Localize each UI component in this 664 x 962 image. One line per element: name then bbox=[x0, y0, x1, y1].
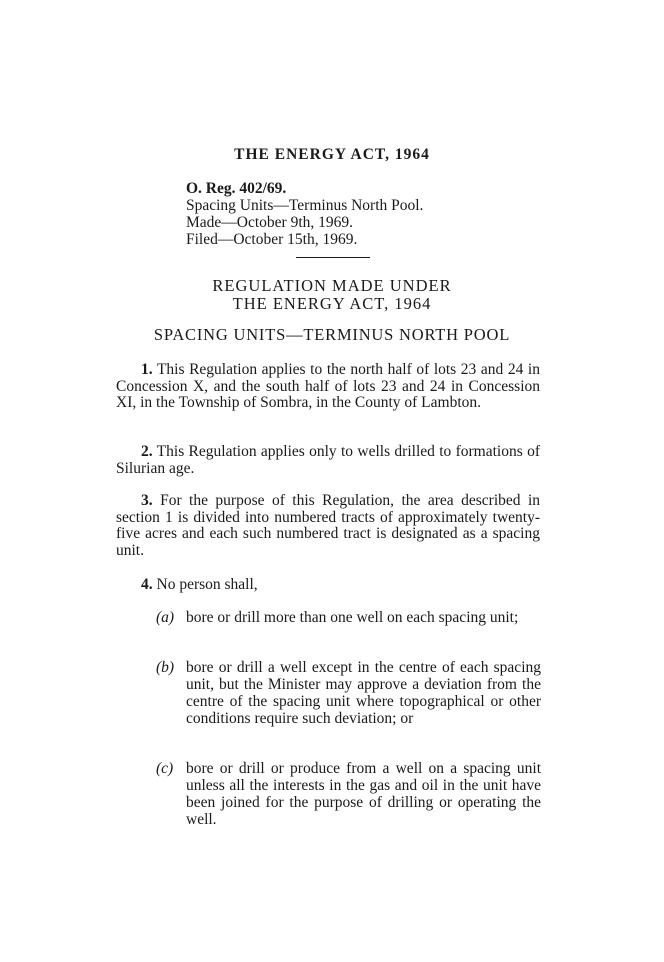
clause-text: bore or drill a well except in the centre of each spacing unit, but the Minister may approve a deviation from the centre of the spacing unit where topographical or other conditions require such deviation; or bbox=[186, 659, 541, 727]
section-1 bbox=[116, 362, 540, 412]
clause-text: bore or drill or produce from a well on a spacing unit unless all the interests in the gas and oil in the unit have been joined for the purpose of drilling or operating the well. bbox=[186, 760, 541, 828]
section-4 bbox=[141, 577, 541, 594]
clause-label: (c) bbox=[156, 760, 174, 777]
act-title: THE ENERGY ACT, 1964 bbox=[234, 146, 430, 163]
section-number: 3. bbox=[141, 492, 153, 509]
section-text: This Regulation applies to the north half of lots 23 and 24 in Concession X, and the south half of lots 23 and 24 in Concession XI, in the Township of Sombra, in the County of Lambton. bbox=[116, 361, 540, 411]
regulation-subtitle: SPACING UNITS—TERMINUS NORTH POOL bbox=[153, 325, 511, 344]
section-text: No person shall, bbox=[156, 576, 258, 593]
clause-label: (b) bbox=[156, 659, 175, 676]
regulation-number: O. Reg. 402/69. bbox=[186, 180, 287, 197]
section-text: For the purpose of this Regulation, the area described in section 1 is divided into numbered tracts of approximately twenty-five acres and each such numbered tract is designated as a spacing unit. bbox=[116, 492, 541, 559]
section-2 bbox=[116, 444, 540, 477]
clause-a bbox=[156, 609, 541, 626]
regulation-made-date: Made—October 9th, 1969. bbox=[186, 214, 354, 231]
clause-text: bore or drill more than one well on each spacing unit; bbox=[186, 609, 519, 626]
section-text: This Regulation applies only to wells drilled to formations of Silurian age. bbox=[116, 443, 540, 477]
regulation-subject: Spacing Units—Terminus North Pool. bbox=[186, 197, 424, 214]
regulation-filed-date: Filed—October 15th, 1969. bbox=[186, 231, 358, 248]
clause-b bbox=[156, 659, 541, 727]
heading-line-2: THE ENERGY ACT, 1964 bbox=[232, 294, 432, 313]
regulation-heading bbox=[0, 277, 664, 313]
clause-label: (a) bbox=[156, 609, 175, 626]
regulation-info bbox=[186, 180, 423, 248]
divider bbox=[296, 257, 370, 258]
heading-line-1: REGULATION MADE UNDER bbox=[212, 276, 452, 295]
section-3 bbox=[116, 493, 540, 559]
clause-c bbox=[156, 760, 541, 828]
section-number: 4. bbox=[141, 576, 153, 593]
section-number: 1. bbox=[141, 361, 153, 378]
section-number: 2. bbox=[141, 443, 153, 460]
